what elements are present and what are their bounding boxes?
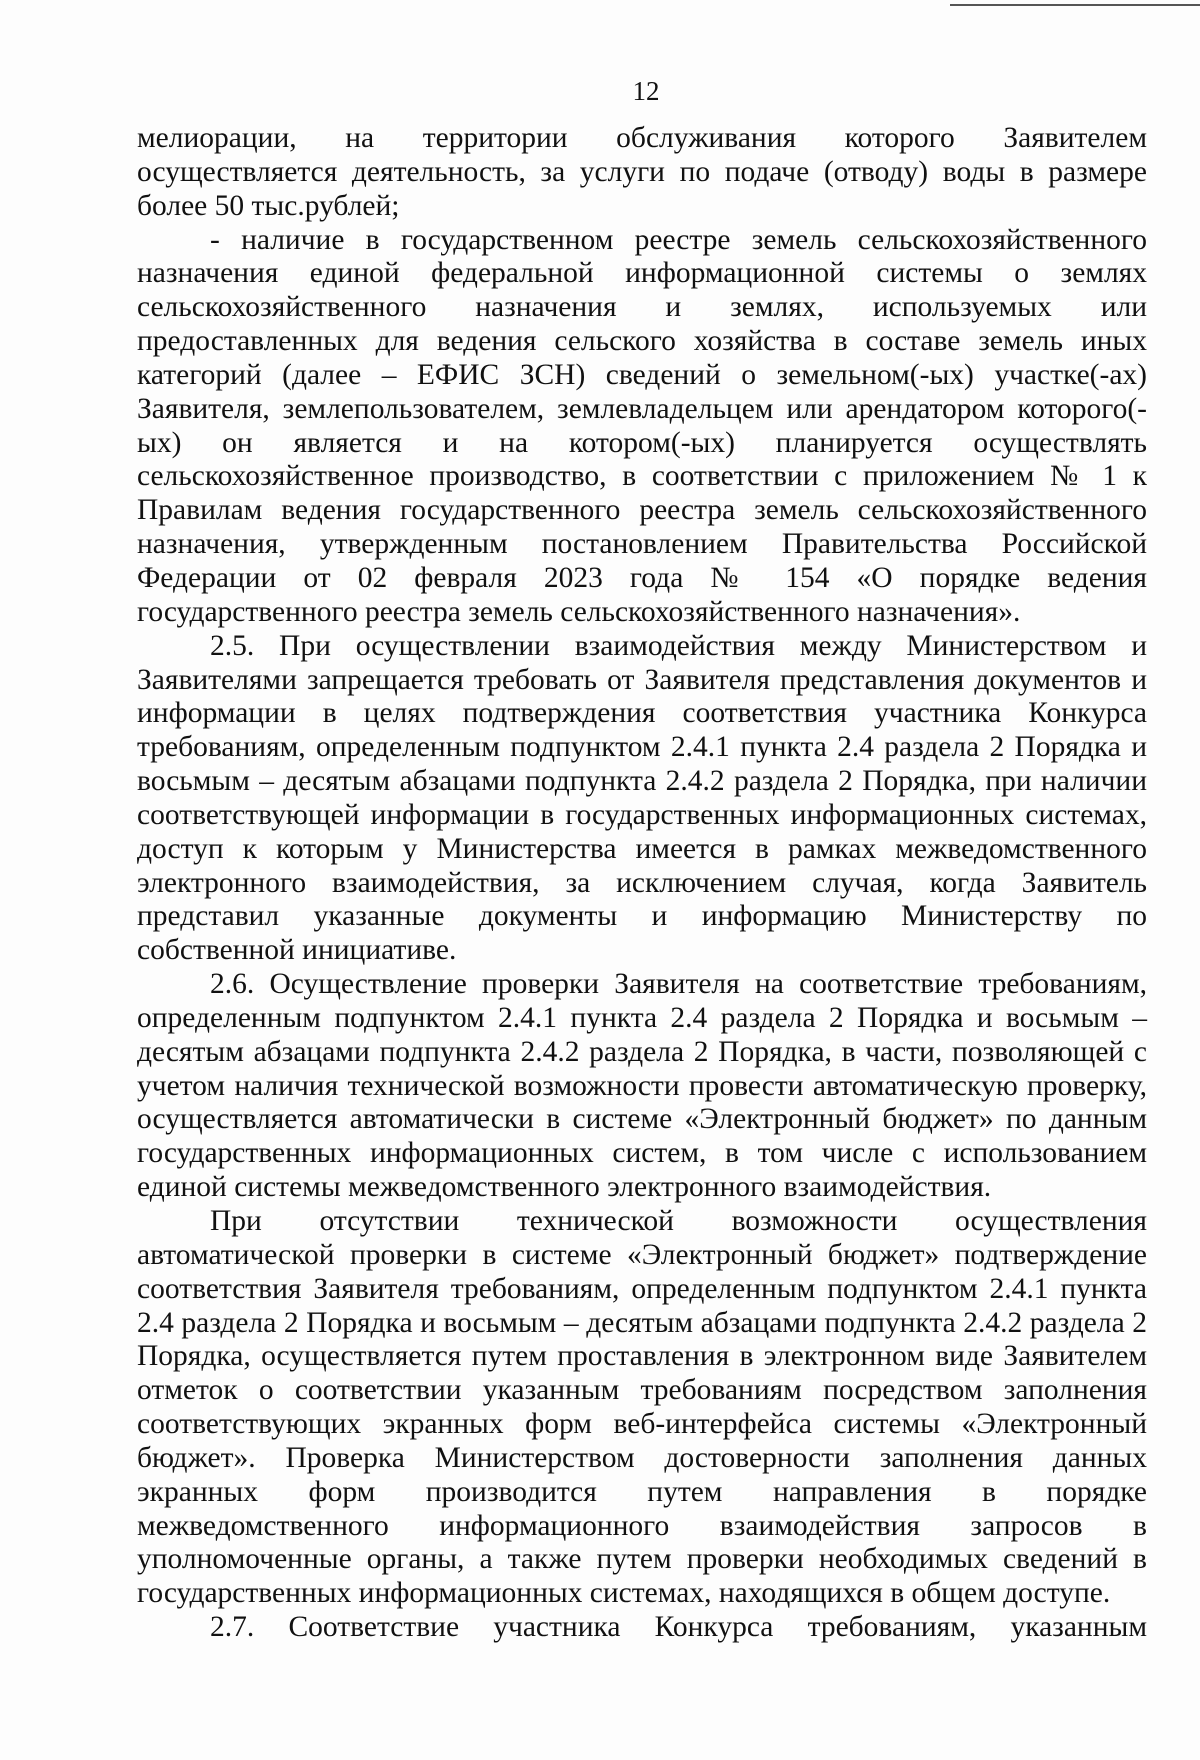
page-number: 12	[632, 76, 660, 106]
page-edge-line	[950, 4, 1200, 6]
paragraph-continuation: мелиорации, на территории обслуживания которого Заявителем осуществляется деятельность, за услуги по подаче (отводу) воды в размере более 50 тыс.рублей;	[137, 122, 1147, 222]
paragraph-2-7: 2.7. Соответствие участника Конкурса требованиям, указанным	[210, 1611, 1147, 1644]
document-body	[137, 122, 1147, 1645]
paragraph-efis-zsn: - наличие в государственном реестре земель сельскохозяйственного назначения единой федеральной информационной системы о землях сельскохозяйственного назначения и землях, используемых или предоставленных для ведения сельского хозяйства в составе земель иных категорий (далее – ЕФИС ЗСН) сведений о земельном(-ых) участке(-ах) Заявителя, землепользователем, землевладельцем или арендатором которого(-ых) он является и на котором(-ых) планируется осуществлять сельскохозяйственное производство, в соответствии с приложением № 1 к Правилам ведения государственного реестра земель сельскохозяйственного назначения, утвержденным постановлением Правительства Российской Федерации от 02 февраля 2023 года № 154 «О порядке ведения государственного реестра земель сельскохозяйственного назначения».	[137, 223, 1147, 628]
paragraph-2-5: 2.5. При осуществлении взаимодействия между Министерством и Заявителями запрещается требовать от Заявителя представления документов и информации в целях подтверждения соответствия участника Конкурса требованиям, определенным подпунктом 2.4.1 пункта 2.4 раздела 2 Порядка и восьмым – десятым абзацами подпункта 2.4.2 раздела 2 Порядка, при наличии соответствующей информации в государственных информационных системах, доступ к которым у Министерства имеется в рамках межведомственного электронного взаимодействия, за исключением случая, когда Заявитель представил указанные документы и информацию Министерству по собственной инициативе.	[137, 629, 1147, 967]
paragraph-2-6: 2.6. Осуществление проверки Заявителя на соответствие требованиям, определенным подпунктом 2.4.1 пункта 2.4 раздела 2 Порядка и восьмым – десятым абзацами подпункта 2.4.2 раздела 2 Порядка, в части, позволяющей с учетом наличия технической возможности провести автоматическую проверку, осуществляется автоматически в системе «Электронный бюджет» по данным государственных информационных систем, в том числе с использованием единой системы межведомственного электронного взаимодействия.	[137, 968, 1147, 1204]
paragraph-manual-check: При отсутствии технической возможности осуществления автоматической проверки в системе «Электронный бюджет» подтверждение соответствия Заявителя требованиям, определенным подпунктом 2.4.1 пункта 2.4 раздела 2 Порядка и восьмым – десятым абзацами подпункта 2.4.2 раздела 2 Порядка, осуществляется путем проставления в электронном виде Заявителем отметок о соответствии указанным требованиям посредством заполнения соответствующих экранных форм веб-интерфейса системы «Электронный бюджет». Проверка Министерством достоверности заполнения данных экранных форм производится путем направления в порядке межведомственного информационного взаимодействия запросов в уполномоченные органы, а также путем проверки необходимых сведений в государственных информационных системах, находящихся в общем доступе.	[137, 1205, 1147, 1610]
